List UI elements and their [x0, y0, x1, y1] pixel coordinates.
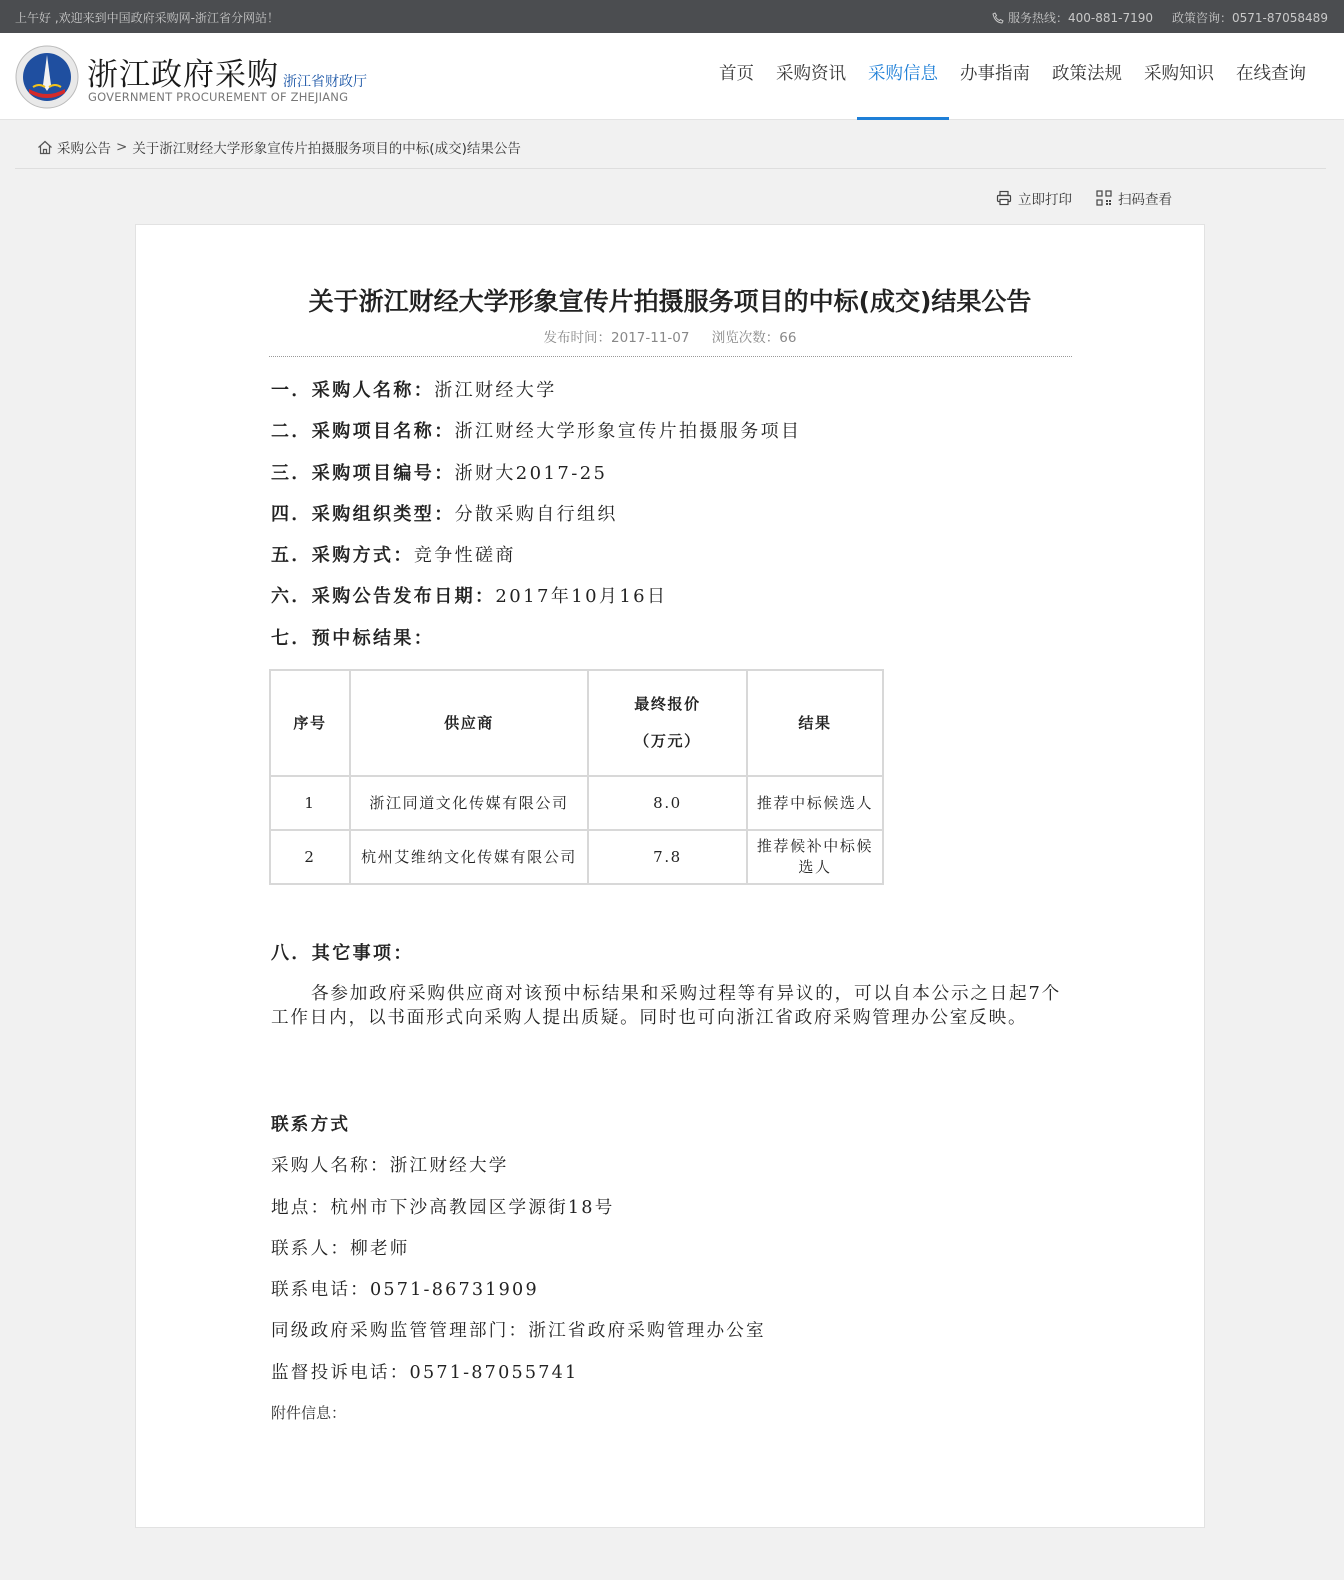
service-hotline — [992, 9, 1153, 26]
nav-guide[interactable]: 办事指南 — [960, 64, 1030, 84]
other-matters-heading: 八．其它事项： — [271, 943, 414, 964]
publish-time: 发布时间：2017-11-07 — [543, 330, 690, 346]
attachment-info: 附件信息： — [271, 1404, 347, 1422]
cell-supplier: 杭州艾维纳文化传媒有限公司 — [350, 830, 588, 884]
cell-price: 7.8 — [588, 830, 747, 884]
col-header-price: 最终报价 （万元） — [588, 670, 747, 776]
title-divider — [269, 356, 1072, 357]
col-header-result: 结果 — [747, 670, 883, 776]
contact-person: 联系人：柳老师 — [271, 1238, 410, 1259]
home-icon[interactable] — [37, 140, 53, 155]
site-logo-subtitle: 浙江省财政厅 — [283, 74, 367, 90]
breadcrumb-root[interactable]: 采购公告 — [57, 141, 111, 157]
nav-policy[interactable]: 政策法规 — [1052, 64, 1122, 84]
article-meta — [136, 326, 1204, 346]
item-announce-date: 六．采购公告发布日期：2017年10月16日 — [271, 586, 668, 608]
qr-code-icon — [1096, 190, 1112, 206]
col-header-supplier: 供应商 — [350, 670, 588, 776]
table-row — [270, 830, 883, 884]
breadcrumb-separator: > — [116, 139, 128, 155]
nav-procurement-info[interactable]: 采购信息 — [857, 33, 949, 120]
table-header-row — [270, 670, 883, 776]
cell-no: 2 — [270, 830, 350, 884]
contact-address: 地点：杭州市下沙高教园区学源街18号 — [271, 1197, 615, 1218]
other-matters-text: 各参加政府采购供应商对该预中标结果和采购过程等有异议的，可以自本公示之日起7个工作日内，以书面形式向采购人提出质疑。同时也可向浙江省政府采购管理办公室反映。 — [271, 984, 1061, 1028]
nav-knowledge[interactable]: 采购知识 — [1144, 64, 1214, 84]
item-project-name: 二．采购项目名称：浙江财经大学形象宣传片拍摄服务项目 — [271, 421, 802, 443]
hotline-text: 服务热线：400-881-7190 — [1008, 11, 1154, 25]
article-title: 关于浙江财经大学形象宣传片拍摄服务项目的中标(成交)结果公告 — [308, 287, 1032, 316]
top-bar — [0, 0, 1344, 33]
site-header — [0, 33, 1344, 120]
printer-icon — [996, 190, 1012, 206]
policy-consult: 政策咨询：0571-87058489 — [1172, 11, 1328, 25]
scan-qr-button[interactable] — [1096, 188, 1172, 208]
scan-label: 扫码查看 — [1118, 192, 1172, 208]
contact-section — [271, 1109, 766, 1398]
welcome-text: 上午好 ,欢迎来到中国政府采购网-浙江省分网站！ — [15, 11, 279, 25]
breadcrumb — [15, 120, 1326, 169]
col-header-no: 序号 — [270, 670, 350, 776]
contact-phone: 联系电话：0571-86731909 — [271, 1280, 539, 1301]
view-count: 浏览次数：66 — [711, 330, 797, 346]
main-nav — [708, 33, 1317, 120]
article-tools — [996, 188, 1172, 208]
site-logo-title[interactable]: 浙江政府采购 — [87, 57, 279, 93]
nav-home[interactable]: 首页 — [719, 64, 754, 84]
result-table — [269, 669, 884, 885]
cell-result: 推荐候补中标候选人 — [747, 830, 883, 884]
table-row — [270, 776, 883, 830]
cell-supplier: 浙江同道文化传媒有限公司 — [350, 776, 588, 830]
cell-price: 8.0 — [588, 776, 747, 830]
print-label: 立即打印 — [1018, 192, 1072, 208]
contact-purchaser: 采购人名称：浙江财经大学 — [271, 1156, 509, 1177]
phone-icon — [992, 12, 1004, 24]
item-organization-type: 四．采购组织类型：分散采购自行组织 — [271, 503, 618, 525]
item-purchaser: 一．采购人名称：浙江财经大学 — [271, 380, 557, 401]
item-project-number: 三．采购项目编号：浙财大2017-25 — [271, 462, 608, 484]
government-emblem-logo[interactable] — [15, 45, 79, 109]
breadcrumb-current: 关于浙江财经大学形象宣传片拍摄服务项目的中标(成交)结果公告 — [132, 141, 521, 157]
contact-supervisor: 同级政府采购监管管理部门：浙江省政府采购管理办公室 — [271, 1321, 766, 1342]
cell-result: 推荐中标候选人 — [747, 776, 883, 830]
print-button[interactable] — [996, 188, 1072, 208]
item-pre-award-result: 七．预中标结果： — [271, 627, 435, 649]
site-logo-english: GOVERNMENT PROCUREMENT OF ZHEJIANG — [88, 90, 349, 104]
contact-heading: 联系方式 — [271, 1114, 351, 1135]
article-items — [271, 375, 1076, 664]
cell-no: 1 — [270, 776, 350, 830]
contact-complaint-phone: 监督投诉电话：0571-87055741 — [271, 1362, 579, 1383]
nav-online-query[interactable]: 在线查询 — [1236, 64, 1306, 84]
nav-procurement-news[interactable]: 采购资讯 — [776, 64, 846, 84]
article-card — [135, 224, 1205, 1528]
item-procurement-method: 五．采购方式：竞争性磋商 — [271, 545, 516, 567]
